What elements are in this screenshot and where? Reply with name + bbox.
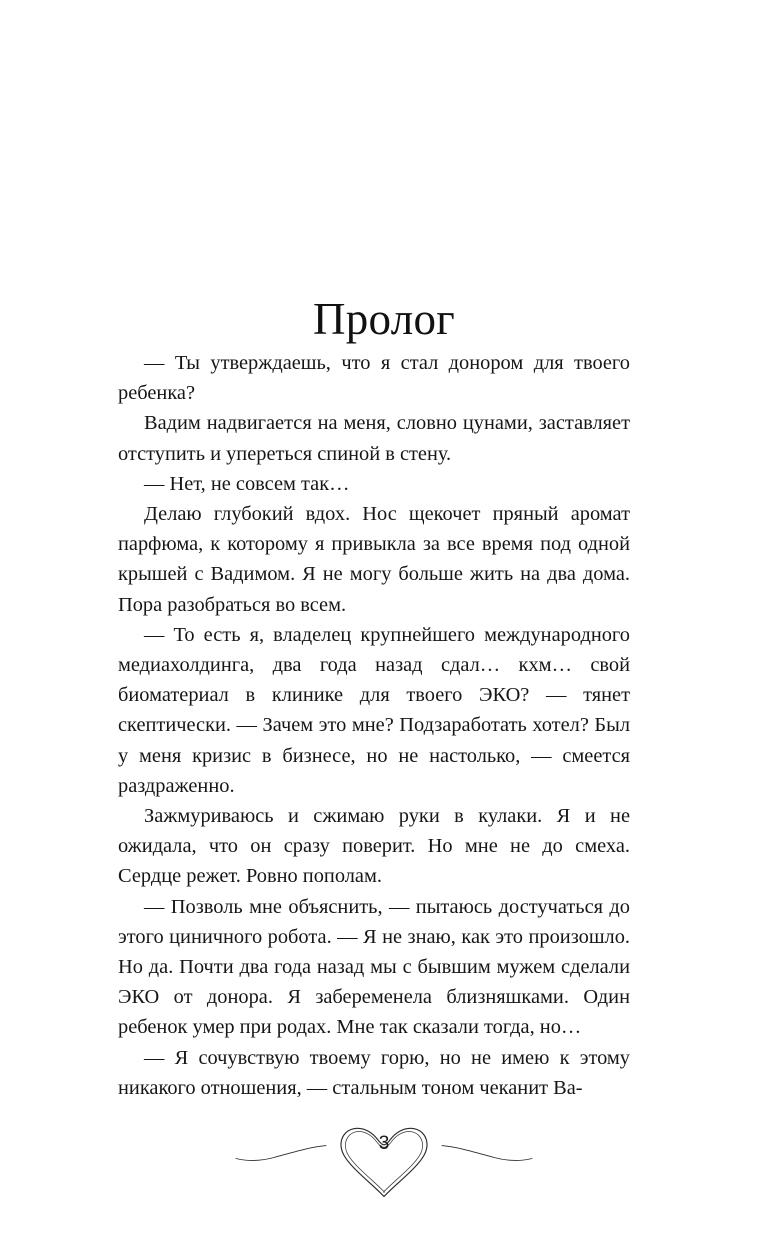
paragraph: — Я сочувствую твоему горю, но не имею к этому никакого отношения, — стальным тоном чеканит Ва-	[118, 1046, 630, 1099]
ornament-svg	[234, 1118, 534, 1204]
body-text	[118, 348, 630, 1103]
footer-ornament	[0, 1118, 768, 1204]
paragraph: Зажмуриваюсь и сжимаю руки в кулаки. Я и не ожидала, что он сразу поверит. Но мне не до смеха. Сердце режет. Ровно пополам.	[118, 805, 630, 888]
paragraph: — То есть я, владелец крупнейшего международного медиахолдинга, два года назад сдал… кхм… свой биоматериал в клинике для твоего ЭКО? — тянет скептически. — Зачем это мне? Подзаработать хотел? Был у меня кризис в бизнесе, но не настолько, — смеется раздраженно.	[118, 623, 630, 797]
paragraph: — Позволь мне объяснить, — пытаюсь достучаться до этого циничного робота. — Я не знаю, как это произошло. Но да. Почти два года назад мы с бывшим мужем сделали ЭКО от донора. Я забеременела близняшками. Один ребенок умер при родах. Мне так сказали тогда, но…	[118, 895, 630, 1039]
paragraph: — Нет, не совсем так…	[144, 472, 350, 495]
paragraph: Делаю глубокий вдох. Нос щекочет пряный аромат парфюма, к которому я привыкла за все время под одной крышей с Вадимом. Я не могу больше жить на два дома. Пора разобраться во всем.	[118, 503, 630, 616]
page-title: Пролог	[312, 294, 456, 345]
paragraph: — Ты утверждаешь, что я стал донором для твоего ребенка?	[118, 352, 630, 405]
paragraph: Вадим надвигается на меня, словно цунами, заставляет отступить и упереться спиной в стену.	[118, 412, 630, 465]
page-number: 3	[378, 1133, 390, 1154]
